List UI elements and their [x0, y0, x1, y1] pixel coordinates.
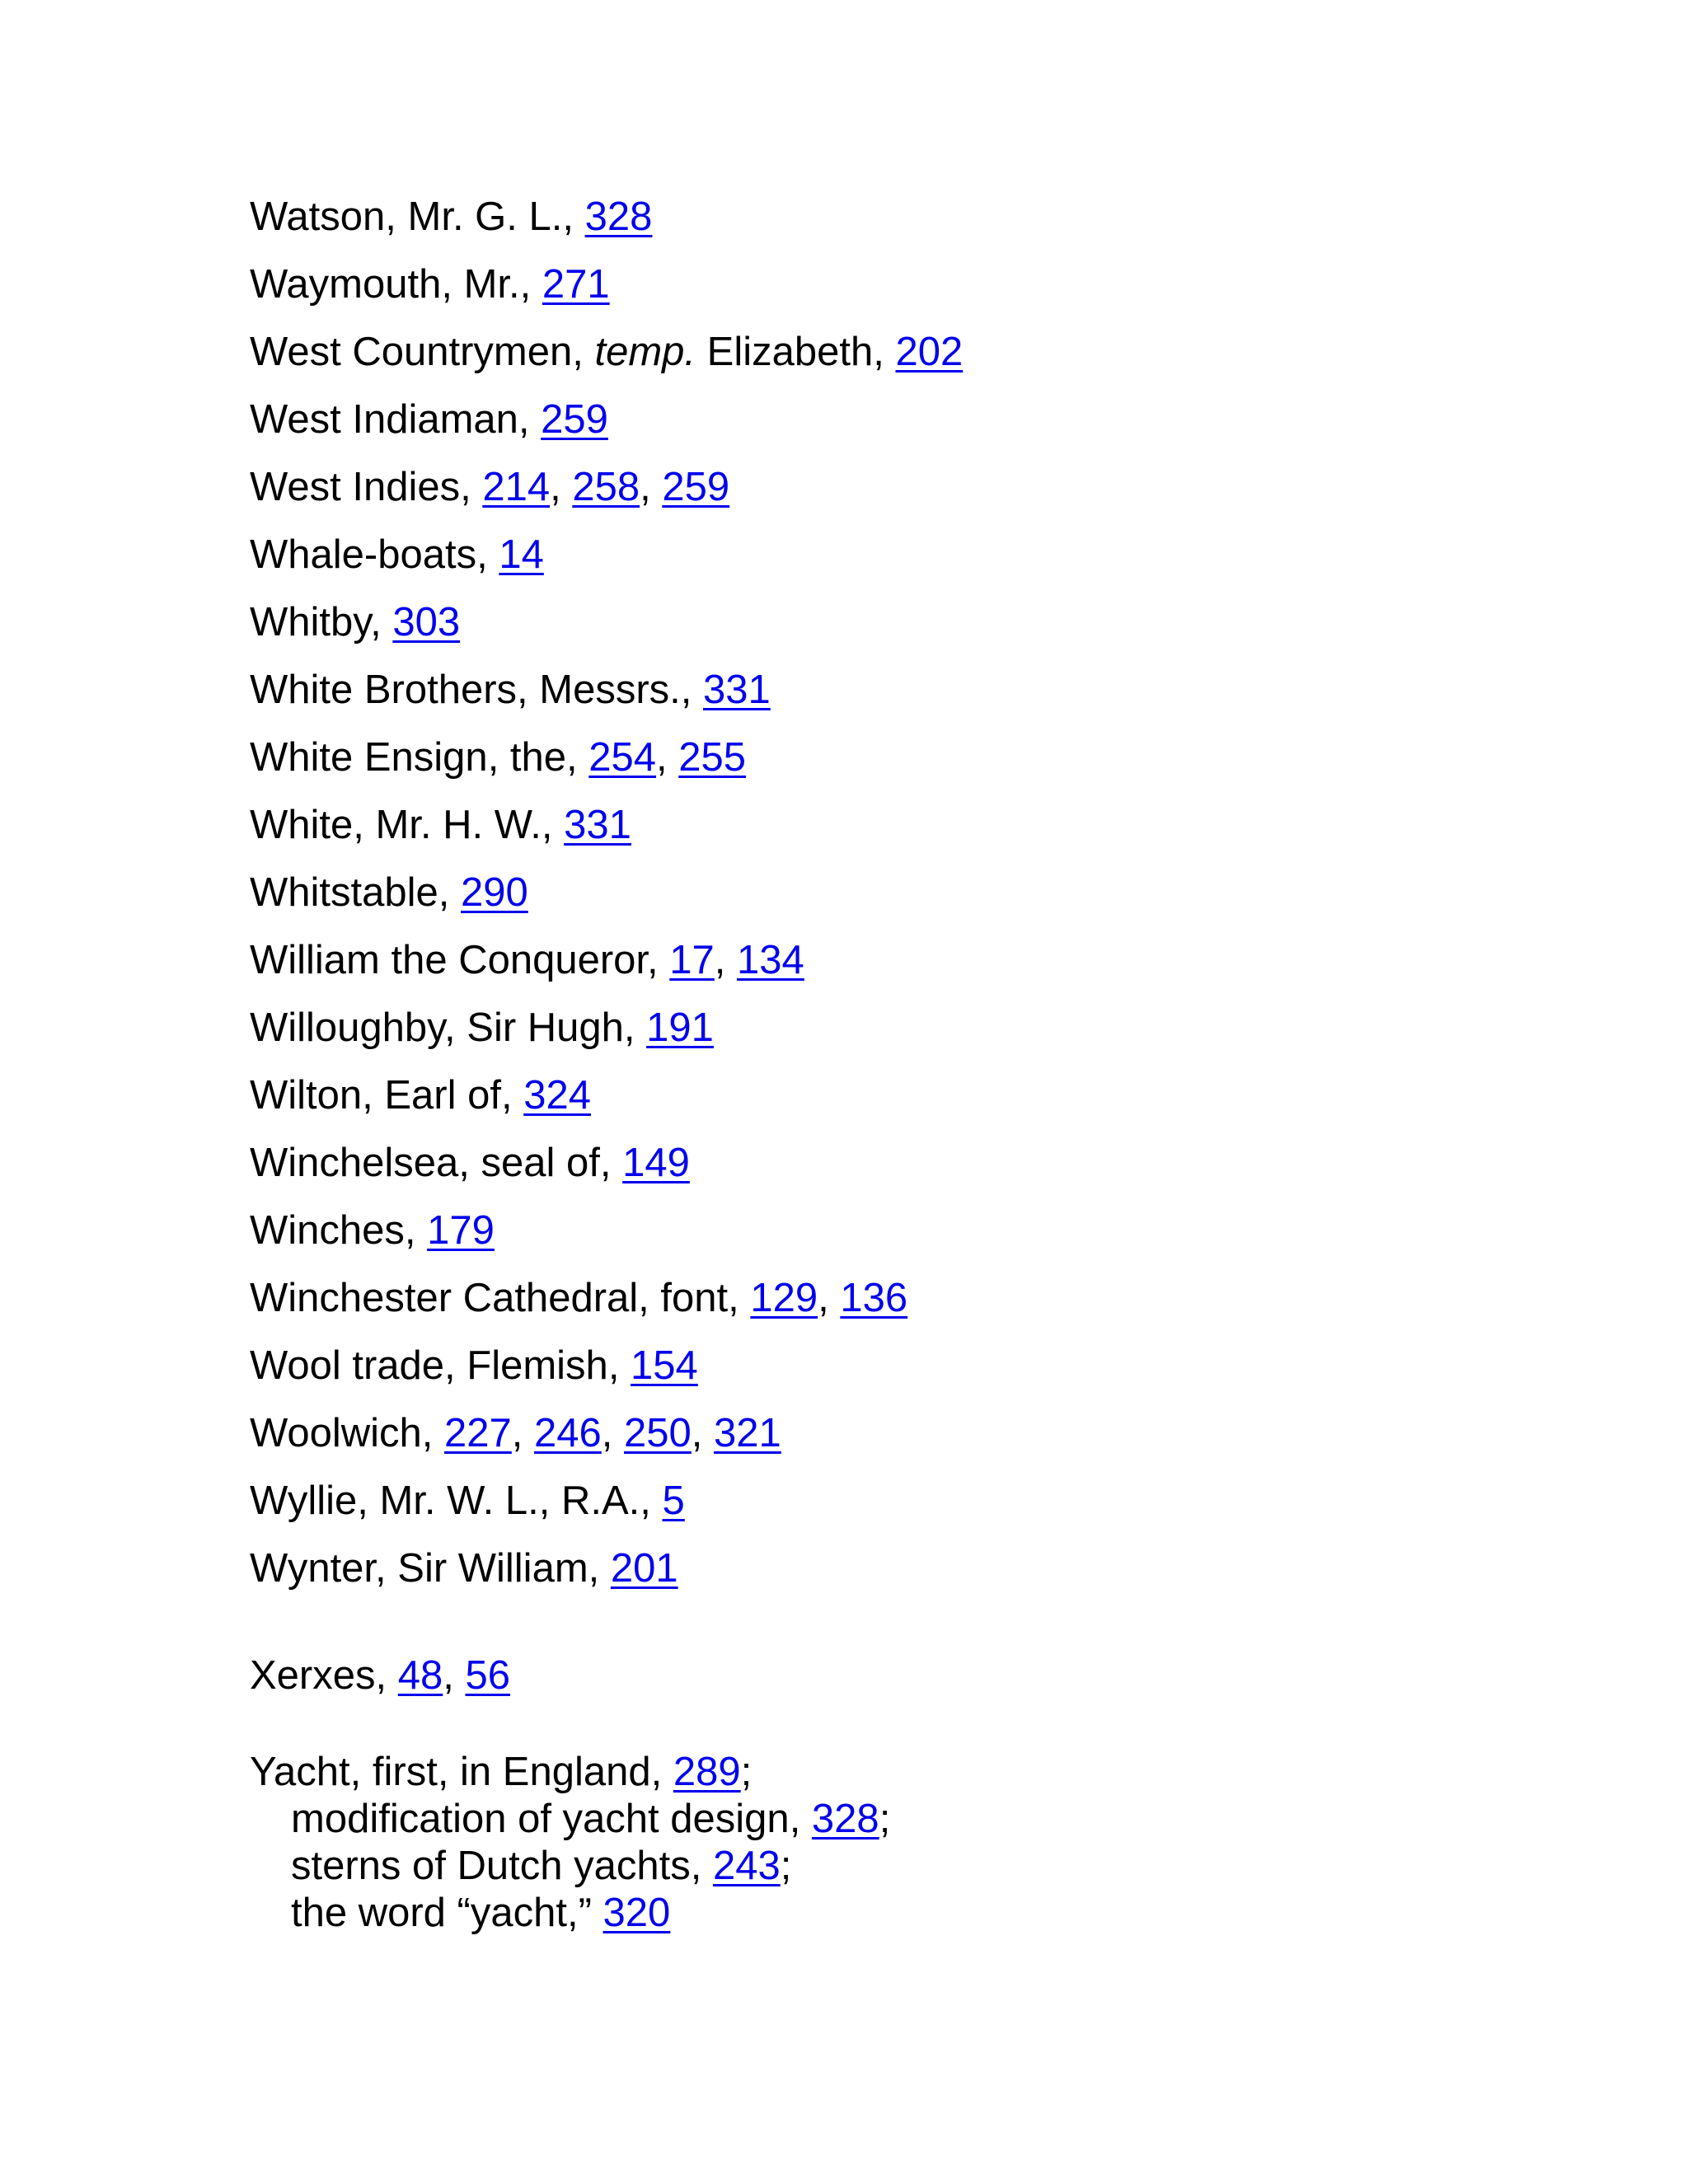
index-entry-watson: Watson, Mr. G. L., 328: [250, 194, 653, 239]
index-page: [250, 183, 1568, 1937]
index-term: Wool trade, Flemish: [250, 1343, 608, 1388]
page-link[interactable]: 136: [840, 1276, 908, 1320]
index-entry-west-indiaman: West Indiaman, 259: [250, 397, 608, 442]
page-link[interactable]: 331: [564, 803, 631, 847]
index-entry-winchester-cathedral: Winchester Cathedral, font, 129, 136: [250, 1276, 908, 1320]
page-link[interactable]: 271: [542, 262, 610, 307]
page-link[interactable]: 255: [678, 735, 747, 780]
subentry-text: modification of yacht design: [291, 1797, 790, 1841]
index-term: Waymouth, Mr.: [250, 262, 520, 307]
index-term: Wyllie, Mr. W. L., R.A.: [250, 1479, 640, 1523]
page-link[interactable]: 246: [534, 1411, 602, 1455]
italic-term: temp.: [594, 330, 696, 374]
index-term: Wynter, Sir William: [250, 1546, 588, 1591]
index-entry-whale-boats: Whale-boats, 14: [250, 532, 544, 577]
index-term: Whale-boats: [250, 532, 477, 577]
index-entry-xerxes: Xerxes, 48, 56: [250, 1653, 511, 1698]
index-subentry: modification of yacht design, 328;: [291, 1797, 891, 1841]
page-link[interactable]: 179: [427, 1208, 495, 1253]
page-link[interactable]: 129: [750, 1276, 818, 1320]
index-subentry: sterns of Dutch yachts, 243;: [291, 1844, 792, 1888]
page-link[interactable]: 254: [588, 735, 657, 780]
index-entry-william-the-conqueror: William the Conqueror, 17, 134: [250, 938, 804, 982]
page-link[interactable]: 227: [444, 1411, 512, 1455]
page-link[interactable]: 48: [397, 1653, 443, 1698]
page-link[interactable]: 202: [895, 330, 964, 374]
index-entry-wilton: Wilton, Earl of, 324: [250, 1073, 591, 1118]
index-term: Yacht, first, in England: [250, 1750, 651, 1794]
index-entry-wyllie: Wyllie, Mr. W. L., R.A., 5: [250, 1479, 685, 1523]
page-link[interactable]: 56: [465, 1653, 511, 1698]
page-link[interactable]: 320: [603, 1891, 671, 1935]
page-link[interactable]: 321: [714, 1411, 781, 1455]
index-term: Winches: [250, 1208, 405, 1253]
page-link[interactable]: 258: [572, 465, 640, 509]
index-term: Wilton, Earl of: [250, 1073, 501, 1118]
index-term: White Brothers, Messrs.: [250, 668, 681, 712]
index-term: White Ensign, the: [250, 735, 567, 780]
page-link[interactable]: 14: [499, 532, 544, 577]
index-entry-willoughby: Willoughby, Sir Hugh, 191: [250, 1005, 714, 1050]
page-link[interactable]: 289: [673, 1750, 741, 1794]
index-entry-west-indies: West Indies, 214, 258, 259: [250, 465, 730, 509]
subentry-text: sterns of Dutch yachts: [291, 1844, 691, 1888]
index-entry-whitby: Whitby, 303: [250, 600, 461, 644]
index-entry-woolwich: Woolwich, 227, 246, 250, 321: [250, 1411, 781, 1455]
page-link[interactable]: 290: [461, 870, 528, 915]
page-link[interactable]: 303: [392, 600, 461, 644]
index-term: West Indies: [250, 465, 461, 509]
index-term: West Countrymen, temp. Elizabeth: [250, 330, 874, 374]
page-link[interactable]: 5: [662, 1479, 685, 1523]
page-link[interactable]: 250: [624, 1411, 692, 1455]
index-term: Woolwich: [250, 1411, 422, 1455]
index-term: William the Conqueror: [250, 938, 648, 982]
index-subentry: [250, 1890, 1568, 1937]
page-link[interactable]: 214: [482, 465, 551, 509]
index-entry-wynter: Wynter, Sir William, 201: [250, 1546, 678, 1591]
index-main-line: Yacht, first, in England, 289;: [250, 1750, 753, 1794]
page-link[interactable]: 328: [811, 1797, 879, 1841]
index-entry-west-countrymen: West Countrymen, temp. Elizabeth, 202: [250, 330, 964, 374]
index-term: White, Mr. H. W.: [250, 803, 542, 847]
page-link[interactable]: 243: [713, 1844, 781, 1888]
index-entry-white-mr-h-w: White, Mr. H. W., 331: [250, 803, 631, 847]
index-entry-yacht: [250, 1749, 1568, 1937]
page-link[interactable]: 191: [646, 1005, 714, 1050]
page-link[interactable]: 328: [584, 194, 653, 239]
page-link[interactable]: 331: [703, 668, 771, 712]
subentry-text: the word “yacht,”: [291, 1891, 592, 1935]
index-term: Whitby: [250, 600, 371, 644]
index-entry-winchelsea: Winchelsea, seal of, 149: [250, 1141, 690, 1185]
index-entry-whitstable: Whitstable, 290: [250, 870, 528, 915]
index-entry-wool-trade: Wool trade, Flemish, 154: [250, 1343, 698, 1388]
page-link[interactable]: 259: [662, 465, 730, 509]
index-term: West Indiaman: [250, 397, 518, 442]
index-term: Xerxes: [250, 1653, 376, 1698]
page-link[interactable]: 259: [541, 397, 608, 442]
index-entry-winches: Winches, 179: [250, 1208, 495, 1253]
index-entry-white-ensign: White Ensign, the, 254, 255: [250, 735, 747, 780]
page-link[interactable]: 134: [737, 938, 804, 982]
page-link[interactable]: 17: [669, 938, 715, 982]
page-link[interactable]: 149: [622, 1141, 690, 1185]
index-entry-white-brothers: White Brothers, Messrs., 331: [250, 668, 771, 712]
index-entry-waymouth: Waymouth, Mr., 271: [250, 262, 610, 307]
index-term: Whitstable: [250, 870, 438, 915]
index-term: Winchelsea, seal of: [250, 1141, 600, 1185]
page-link[interactable]: 154: [631, 1343, 698, 1388]
index-term: Watson, Mr. G. L.: [250, 194, 563, 239]
index-term: Winchester Cathedral, font: [250, 1276, 729, 1320]
index-term: Willoughby, Sir Hugh: [250, 1005, 624, 1050]
page-link[interactable]: 324: [523, 1073, 591, 1118]
page-link[interactable]: 201: [610, 1546, 678, 1591]
